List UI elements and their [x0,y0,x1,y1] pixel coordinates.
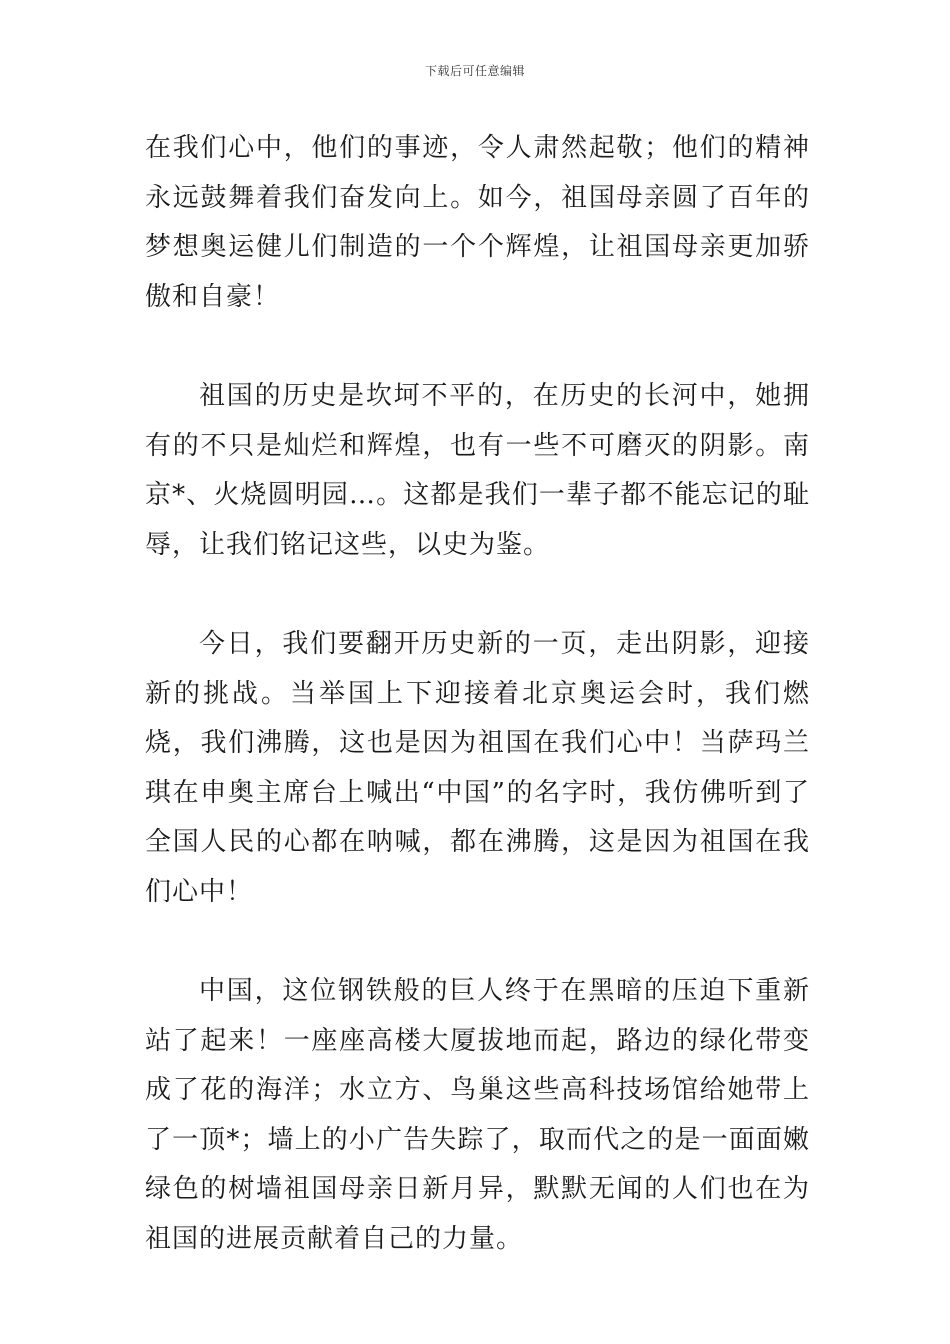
paragraph-2: 祖国的历史是坎坷不平的，在历史的长河中，她拥有的不只是灿烂和辉煌，也有一些不可磨灭的阴影。南京*、火烧圆明园…。这都是我们一辈子都不能忘记的耻辱，让我们铭记这些，以史为鉴。 [145,380,810,560]
paragraph-gap [145,570,810,620]
paragraph-3: 今日，我们要翻开历史新的一页，走出阴影，迎接新的挑战。当举国上下迎接着北京奥运会时，我们燃烧，我们沸腾，这也是因为祖国在我们心中！当萨玛兰琪在申奥主席台上喊出“中国”的名字时，我仿佛听到了全国人民的心都在呐喊，都在沸腾，这是因为祖国在我们心中！ [145,628,810,907]
document-body [145,124,810,1265]
paragraph-gap [145,918,810,968]
paragraph-1: 在我们心中，他们的事迹，令人肃然起敬；他们的精神永远鼓舞着我们奋发向上。如今，祖国母亲圆了百年的梦想奥运健儿们制造的一个个辉煌，让祖国母亲更加骄傲和自豪！ [145,133,810,312]
paragraph-gap [145,322,810,372]
page-header: 下载后可任意编辑 [424,64,525,78]
paragraph-4: 中国，这位钢铁般的巨人终于在黑暗的压迫下重新站了起来！一座座高楼大厦拔地而起，路边的绿化带变成了花的海洋；水立方、鸟巢这些高科技场馆给她带上了一顶*；墙上的小广告失踪了，取而代之的是一面面嫩绿色的树墙祖国母亲日新月异，默默无闻的人们也在为祖国的进展贡献着自己的力量。 [145,976,810,1255]
